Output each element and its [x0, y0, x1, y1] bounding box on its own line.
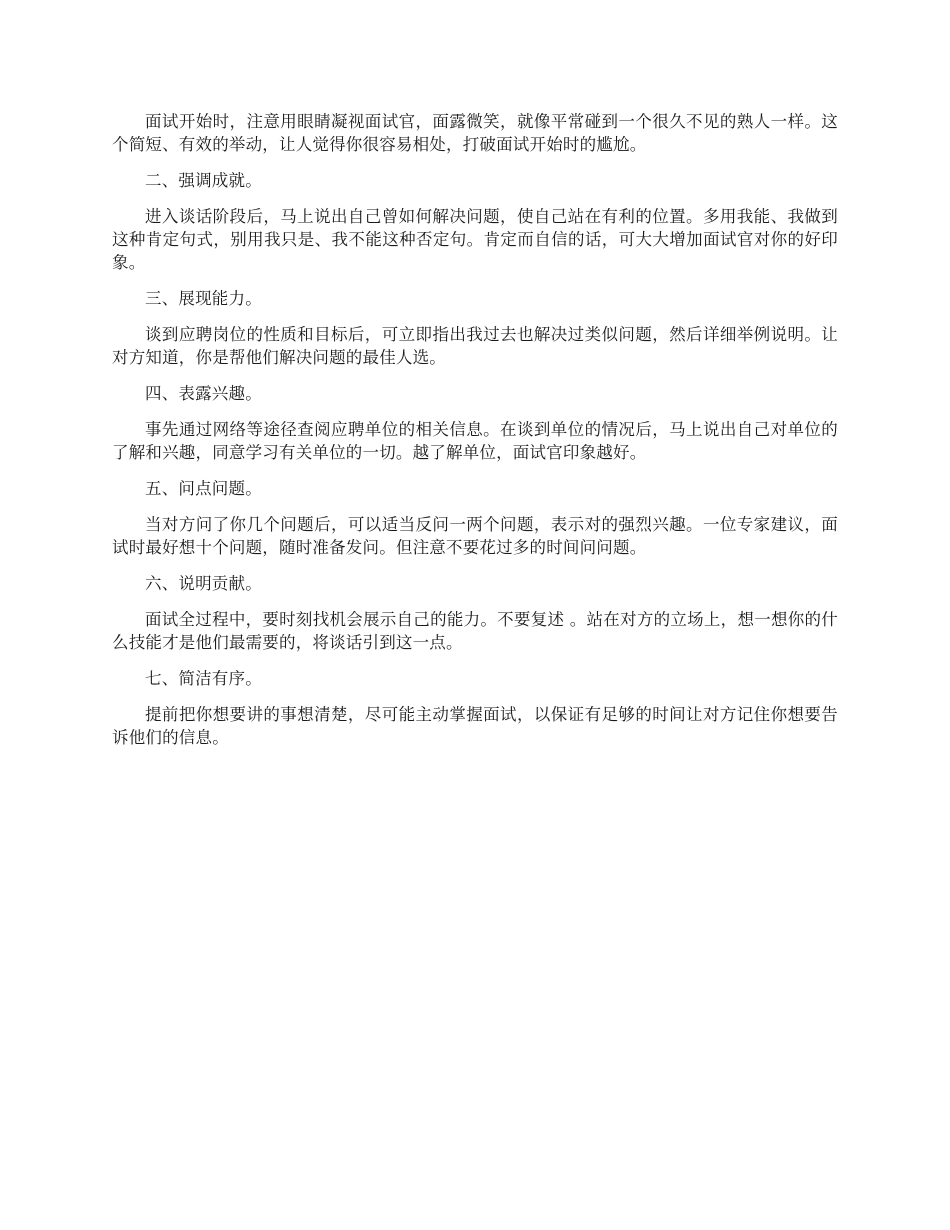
paragraph-contribution: 面试全过程中，要时刻找机会展示自己的能力。不要复述 。站在对方的立场上，想一想你的什么技能才是他们最需要的，将谈话引到这一点。 — [112, 610, 838, 652]
section-heading-5: 五、问点问题。 — [145, 479, 262, 498]
paragraph-interest: 事先通过网络等途径查阅应聘单位的相关信息。在谈到单位的情况后，马上说出自己对单位的了解和兴趣，同意学习有关单位的一切。越了解单位，面试官印象越好。 — [112, 420, 838, 462]
document-body — [112, 110, 838, 762]
section-heading-6: 六、说明贡献。 — [145, 574, 262, 593]
paragraph-questions: 当对方问了你几个问题后，可以适当反问一两个问题，表示对的强烈兴趣。一位专家建议，面试时最好想十个问题，随时准备发问。但注意不要花过多的时间问问题。 — [112, 515, 838, 557]
section-heading-2: 二、强调成就。 — [145, 171, 262, 190]
paragraph-ability: 谈到应聘岗位的性质和目标后，可立即指出我过去也解决过类似问题，然后详细举例说明。让对方知道，你是帮他们解决问题的最佳人选。 — [112, 325, 838, 367]
section-heading-7: 七、简洁有序。 — [145, 669, 262, 688]
paragraph-achievement: 进入谈话阶段后，马上说出自己曾如何解决问题，使自己站在有利的位置。多用我能、我做到这种肯定句式，别用我只是、我不能这种否定句。肯定而自信的话，可大大增加面试官对你的好印象。 — [112, 207, 838, 272]
paragraph-intro: 面试开始时，注意用眼睛凝视面试官，面露微笑，就像平常碰到一个很久不见的熟人一样。这个简短、有效的举动，让人觉得你很容易相处，打破面试开始时的尴尬。 — [112, 112, 838, 154]
paragraph-concise: 提前把你想要讲的事想清楚，尽可能主动掌握面试，以保证有足够的时间让对方记住你想要告诉他们的信息。 — [112, 705, 838, 747]
section-heading-4: 四、表露兴趣。 — [145, 384, 262, 403]
section-heading-3: 三、展现能力。 — [145, 289, 262, 308]
